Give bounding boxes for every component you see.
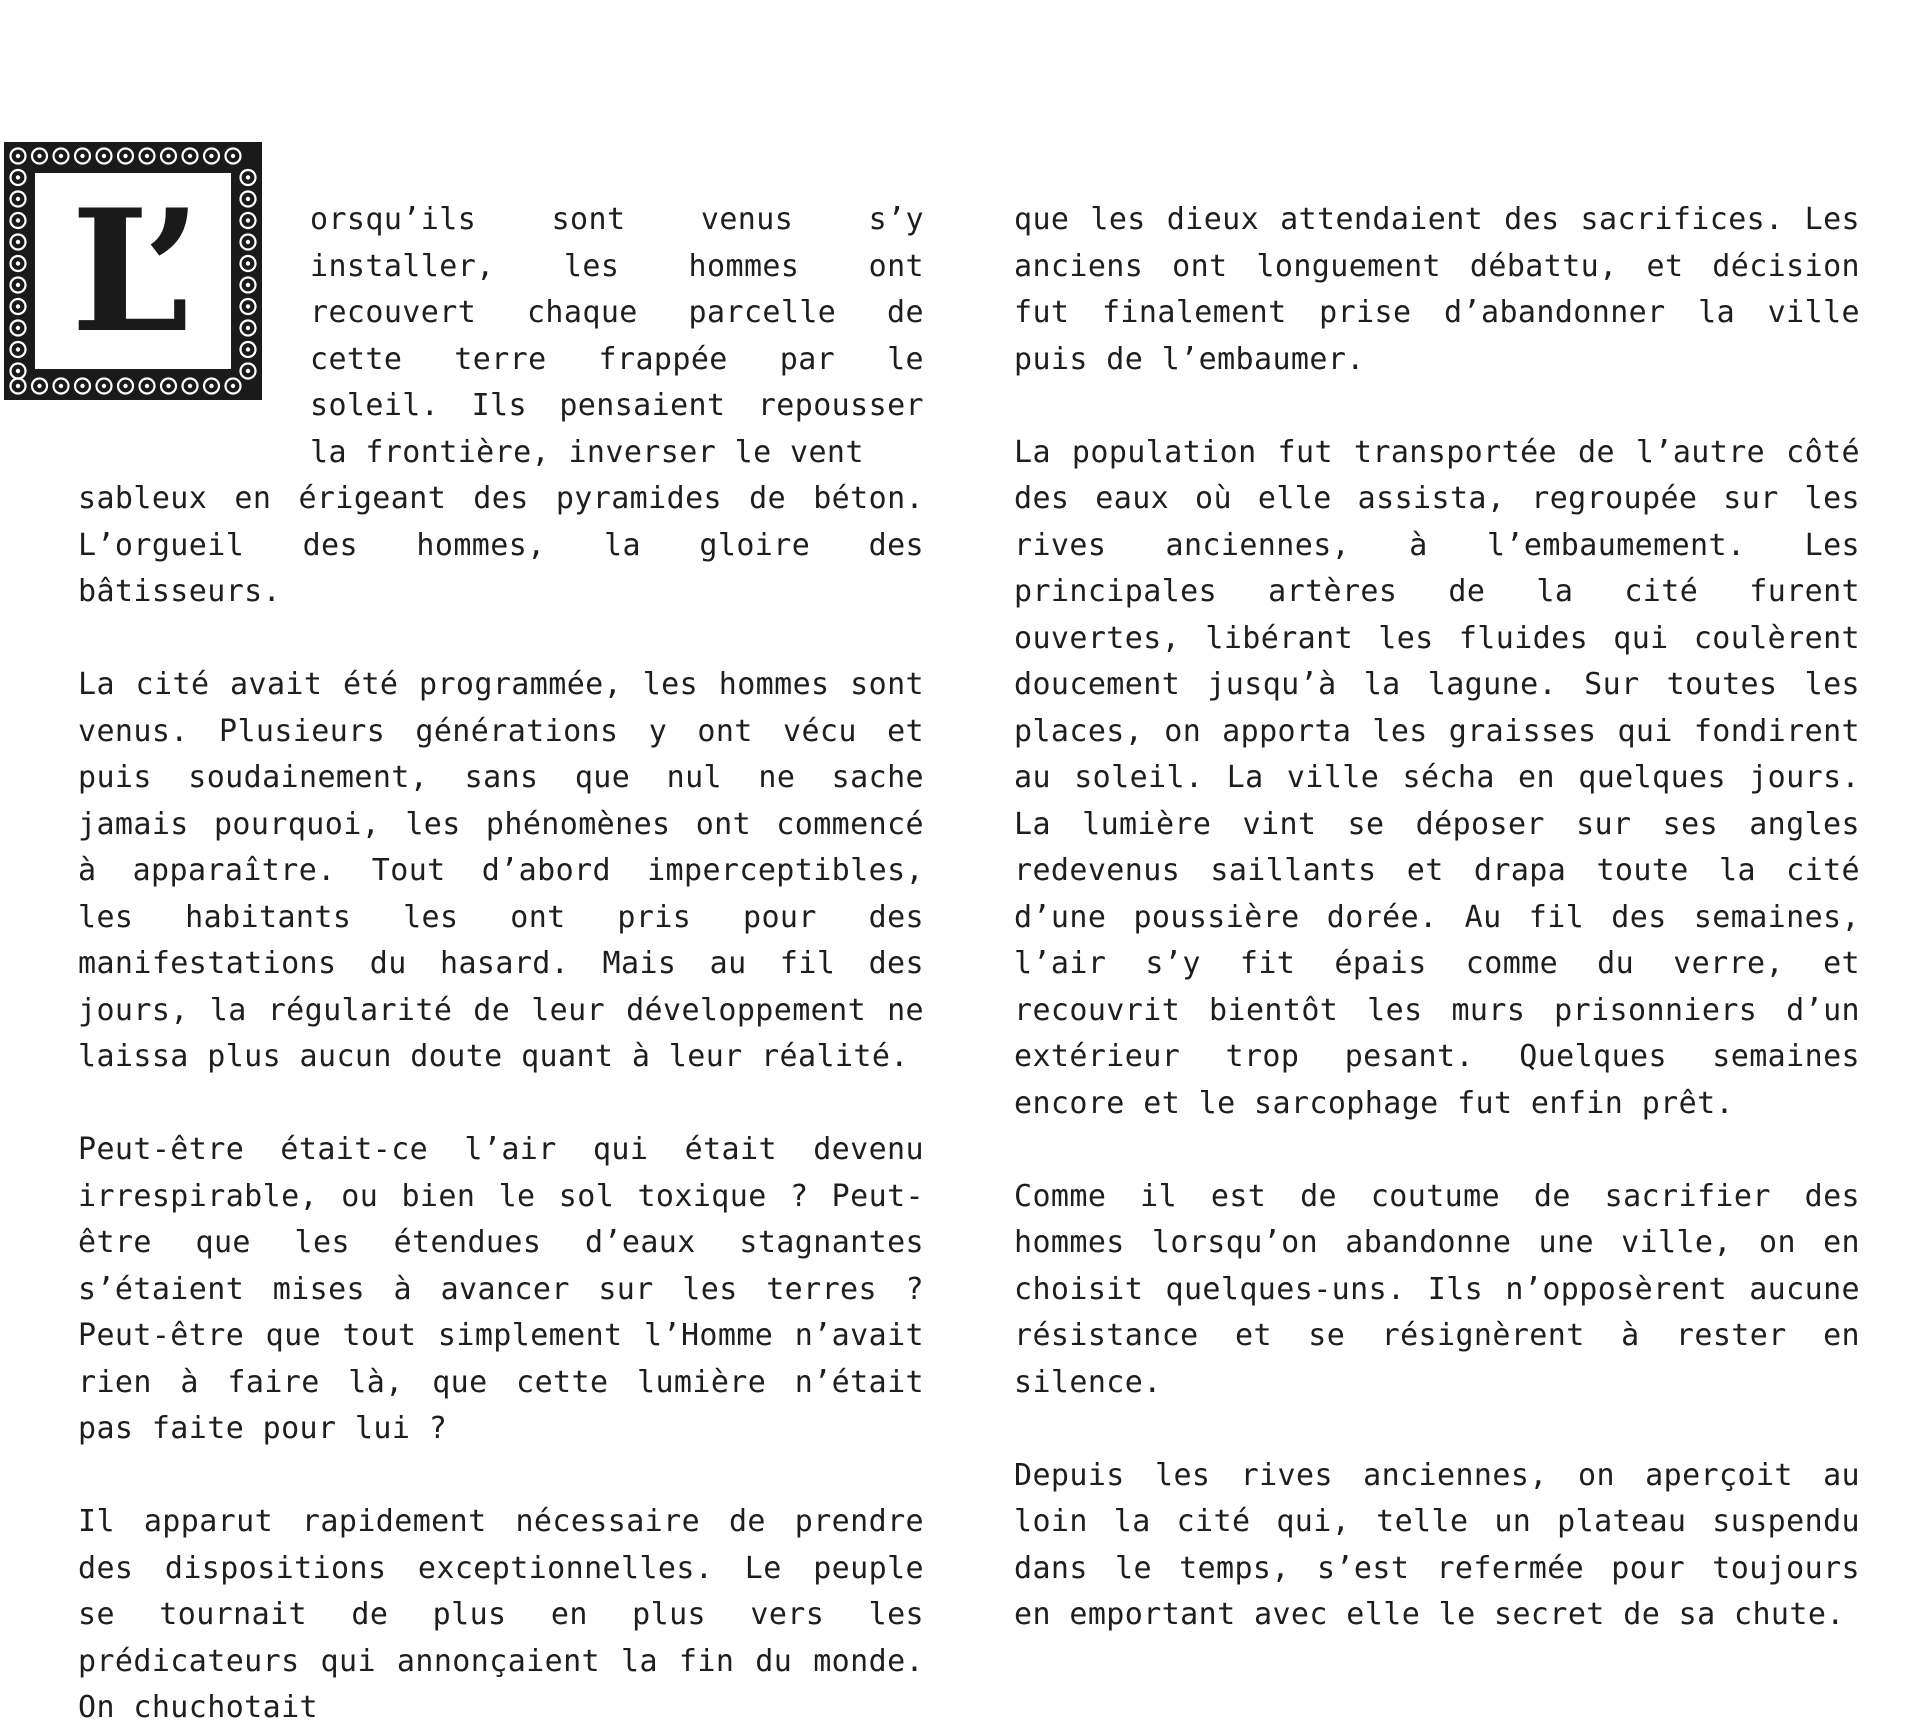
ornament-dot xyxy=(16,261,20,265)
paragraph: Peut-être était-ce l’air qui était devenu irrespirable, ou bien le sol toxique ? Peut-être que les étendues d’eaux stagnantes s’étaient mises à avancer sur les terres ? Peut-être que tout simplement l’Homme n’avait rien à faire là, que cette lumière n’était pas faite pour lui ? xyxy=(78,1132,924,1446)
ornament-dot xyxy=(16,369,20,373)
ornament-dot xyxy=(37,154,41,158)
ornament-dot xyxy=(16,218,20,222)
ornament-dot xyxy=(16,384,20,388)
ornament-dot xyxy=(166,154,170,158)
paragraph: La population fut transportée de l’autre côté des eaux où elle assista, regroupée sur les rives anciennes, à l’embaumement. Les principales artères de la cité furent ouvertes, libérant les fluides qui coulèrent doucement jusqu’à la lagune. Sur toutes les places, on apporta les graisses qui fondirent au soleil. La ville sécha en quelques jours. La lumière vint se déposer sur ses angles redevenus saillants et drapa toute la cité d’une poussière dorée. Au fil des semaines, l’air s’y fit épais comme du verre, et recouvrit bientôt les murs prisonniers d’un extérieur trop pesant. Quelques semaines encore et le sarcophage fut enfin prêt. xyxy=(1014,434,1860,1121)
ornament-dot xyxy=(16,347,20,351)
left-column xyxy=(78,197,924,1732)
ornament-dot xyxy=(123,154,127,158)
paragraph: Comme il est de coutume de sacrifier des hommes lorsqu’on abandonne une ville, on en choisit quelques-uns. Ils n’opposèrent aucune résistance et se résignèrent à rester en silence. xyxy=(1014,1178,1860,1400)
ornament-dot xyxy=(246,175,250,179)
paragraph: Il apparut rapidement nécessaire de prendre des dispositions exceptionnelles. Le peuple se tournait de plus en plus vers les prédicateurs qui annonçaient la fin du monde. On chuchotait xyxy=(78,1504,924,1725)
ornament-dot xyxy=(188,154,192,158)
ornament-dot xyxy=(16,197,20,201)
paragraph-intro-first-lines: orsqu’ils sont venus s’y installer, les hommes ont recouvert chaque parcelle de cette terre frappée par le soleil. Ils pensaient repousser la frontière, inverser le vent xyxy=(310,202,924,470)
ornament-dot xyxy=(59,154,63,158)
ornament-dot xyxy=(16,175,20,179)
ornament-dot xyxy=(16,154,20,158)
paragraph: que les dieux attendaient des sacrifices. Les anciens ont longuement débattu, et décision fut finalement prise d’abandonner la ville puis de l’embaumer. xyxy=(1014,202,1860,377)
ornament-dot xyxy=(16,304,20,308)
ornament-dot xyxy=(37,384,41,388)
paragraph-intro-rest: sableux en érigeant des pyramides de béton. L’orgueil des hommes, la gloire des bâtisseurs. xyxy=(78,481,924,609)
ornament-dot xyxy=(80,154,84,158)
right-column xyxy=(1014,197,1860,1639)
paragraph-intro xyxy=(78,197,924,616)
paragraph: La cité avait été programmée, les hommes sont venus. Plusieurs générations y ont vécu et puis soudainement, sans que nul ne sache jamais pourquoi, les phénomènes ont commencé à apparaître. Tout d’abord imperceptibles, les habitants les ont pris pour des manifestations du hasard. Mais au fil des jours, la régularité de leur développement ne laissa plus aucun doute quant à leur réalité. xyxy=(78,667,924,1074)
ornament-dot xyxy=(102,154,106,158)
ornament-dot xyxy=(59,384,63,388)
ornament-dot xyxy=(16,240,20,244)
ornament-dot xyxy=(231,154,235,158)
paragraph: Depuis les rives anciennes, on aperçoit au loin la cité qui, telle un plateau suspendu dans le temps, s’est refermée pour toujours en emportant avec elle le secret de sa chute. xyxy=(1014,1457,1860,1632)
ornament-dot xyxy=(16,283,20,287)
ornament-dot xyxy=(145,154,149,158)
ornament-dot xyxy=(16,326,20,330)
dropcap-letter: L’ xyxy=(70,172,196,370)
ornament-dot xyxy=(209,154,213,158)
